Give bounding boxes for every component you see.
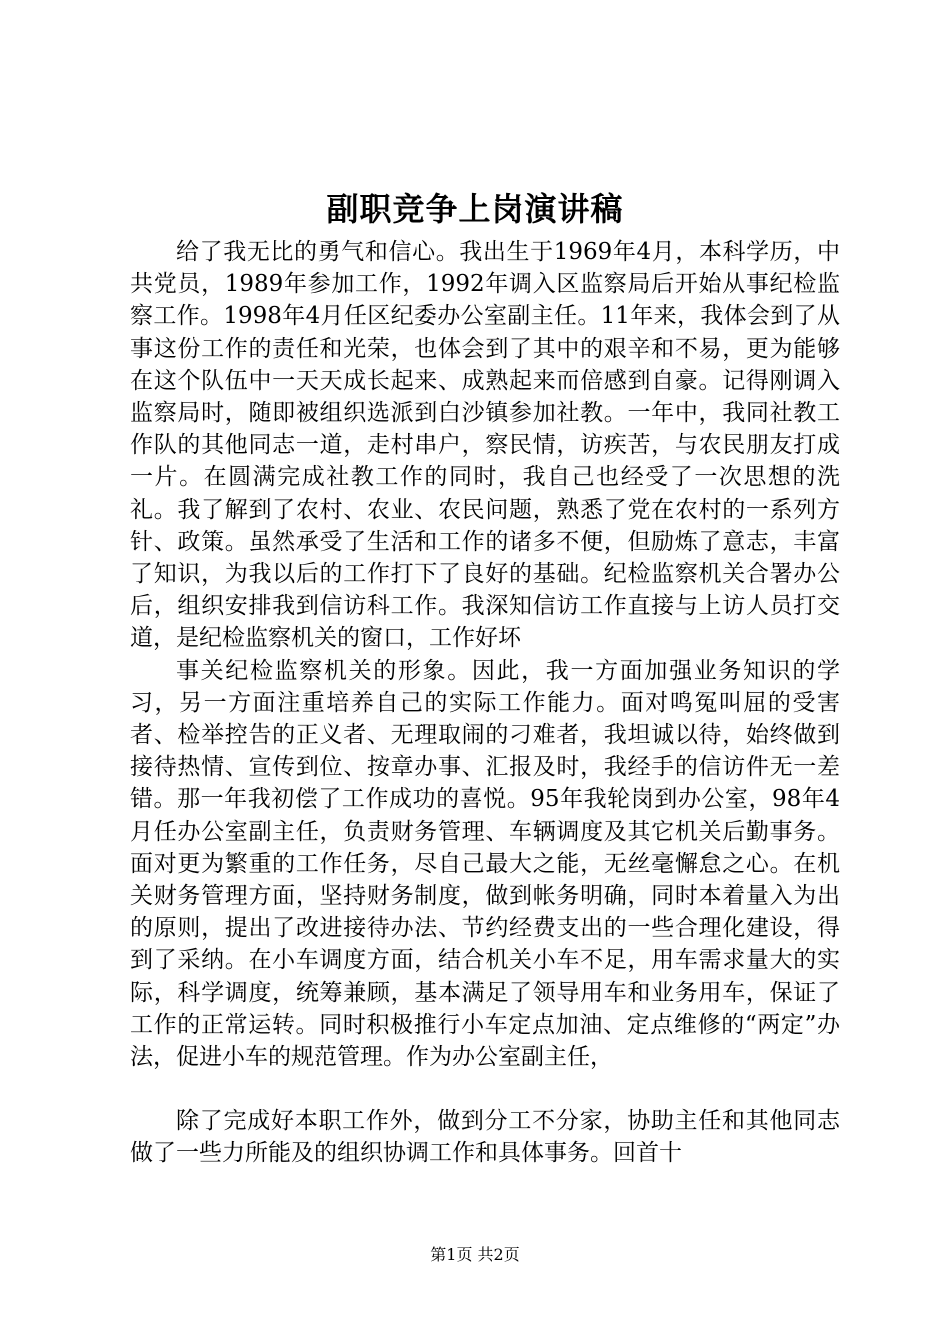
paragraph-1: 给了我无比的勇气和信心。我出生于1969年4月，本科学历，中共党员，1989年参加工作，1992年调入区监察局后开始从事纪检监察工作。1998年4月任区纪委办公室副主任。11年来，我体会到了从事这份工作的责任和光荣，也体会到了其中的艰辛和不易，更为能够在这个队伍中一天天成长起来、成熟起来而倍感到自豪。记得刚调入监察局时，随即被组织选派到白沙镇参加社教。一年中，我同社教工作队的其他同志一道，走村串户，察民情，访疾苦，与农民朋友打成一片。在圆满完成社教工作的同时，我自己也经受了一次思想的洗礼。我了解到了农村、农业、农民问题，熟悉了党在农村的一系列方针、政策。虽然承受了生活和工作的诸多不便，但励炼了意志，丰富了知识，为我以后的工作打下了良好的基础。纪检监察机关合署办公后，组织安排我到信访科工作。我深知信访工作直接与上访人员打交道，是纪检监察机关的窗口，工作好坏 <box>130 239 840 652</box>
document-title: 副职竞争上岗演讲稿 <box>326 190 624 228</box>
page-number-footer: 第1页 共2页 <box>430 1245 520 1264</box>
document-body <box>130 236 840 1170</box>
paragraph-3: 除了完成好本职工作外，做到分工不分家，协助主任和其他同志做了一些力所能及的组织协调工作和具体事务。回首十 <box>130 1108 840 1167</box>
paragraph-2: 事关纪检监察机关的形象。因此，我一方面加强业务知识的学习，另一方面注重培养自己的实际工作能力。面对鸣冤叫屈的受害者、检举控告的正义者、无理取闹的刁难者，我坦诚以待，始终做到接待热情、宣传到位、按章办事、汇报及时，我经手的信访件无一差错。那一年我初偿了工作成功的喜悦。95年我轮岗到办公室，98年4月任办公室副主任，负责财务管理、车辆调度及其它机关后勤事务。面对更为繁重的工作任务，尽自己最大之能，无丝毫懈怠之心。在机关财务管理方面，坚持财务制度，做到帐务明确，同时本着量入为出的原则，提出了改进接待办法、节约经费支出的一些合理化建设，得到了采纳。在小车调度方面，结合机关小车不足，用车需求量大的实际，科学调度，统筹兼顾，基本满足了领导用车和业务用车，保证了工作的正常运转。同时积极推行小车定点加油、定点维修的“两定”办法，促进小车的规范管理。作为办公室副主任， <box>130 657 840 1071</box>
